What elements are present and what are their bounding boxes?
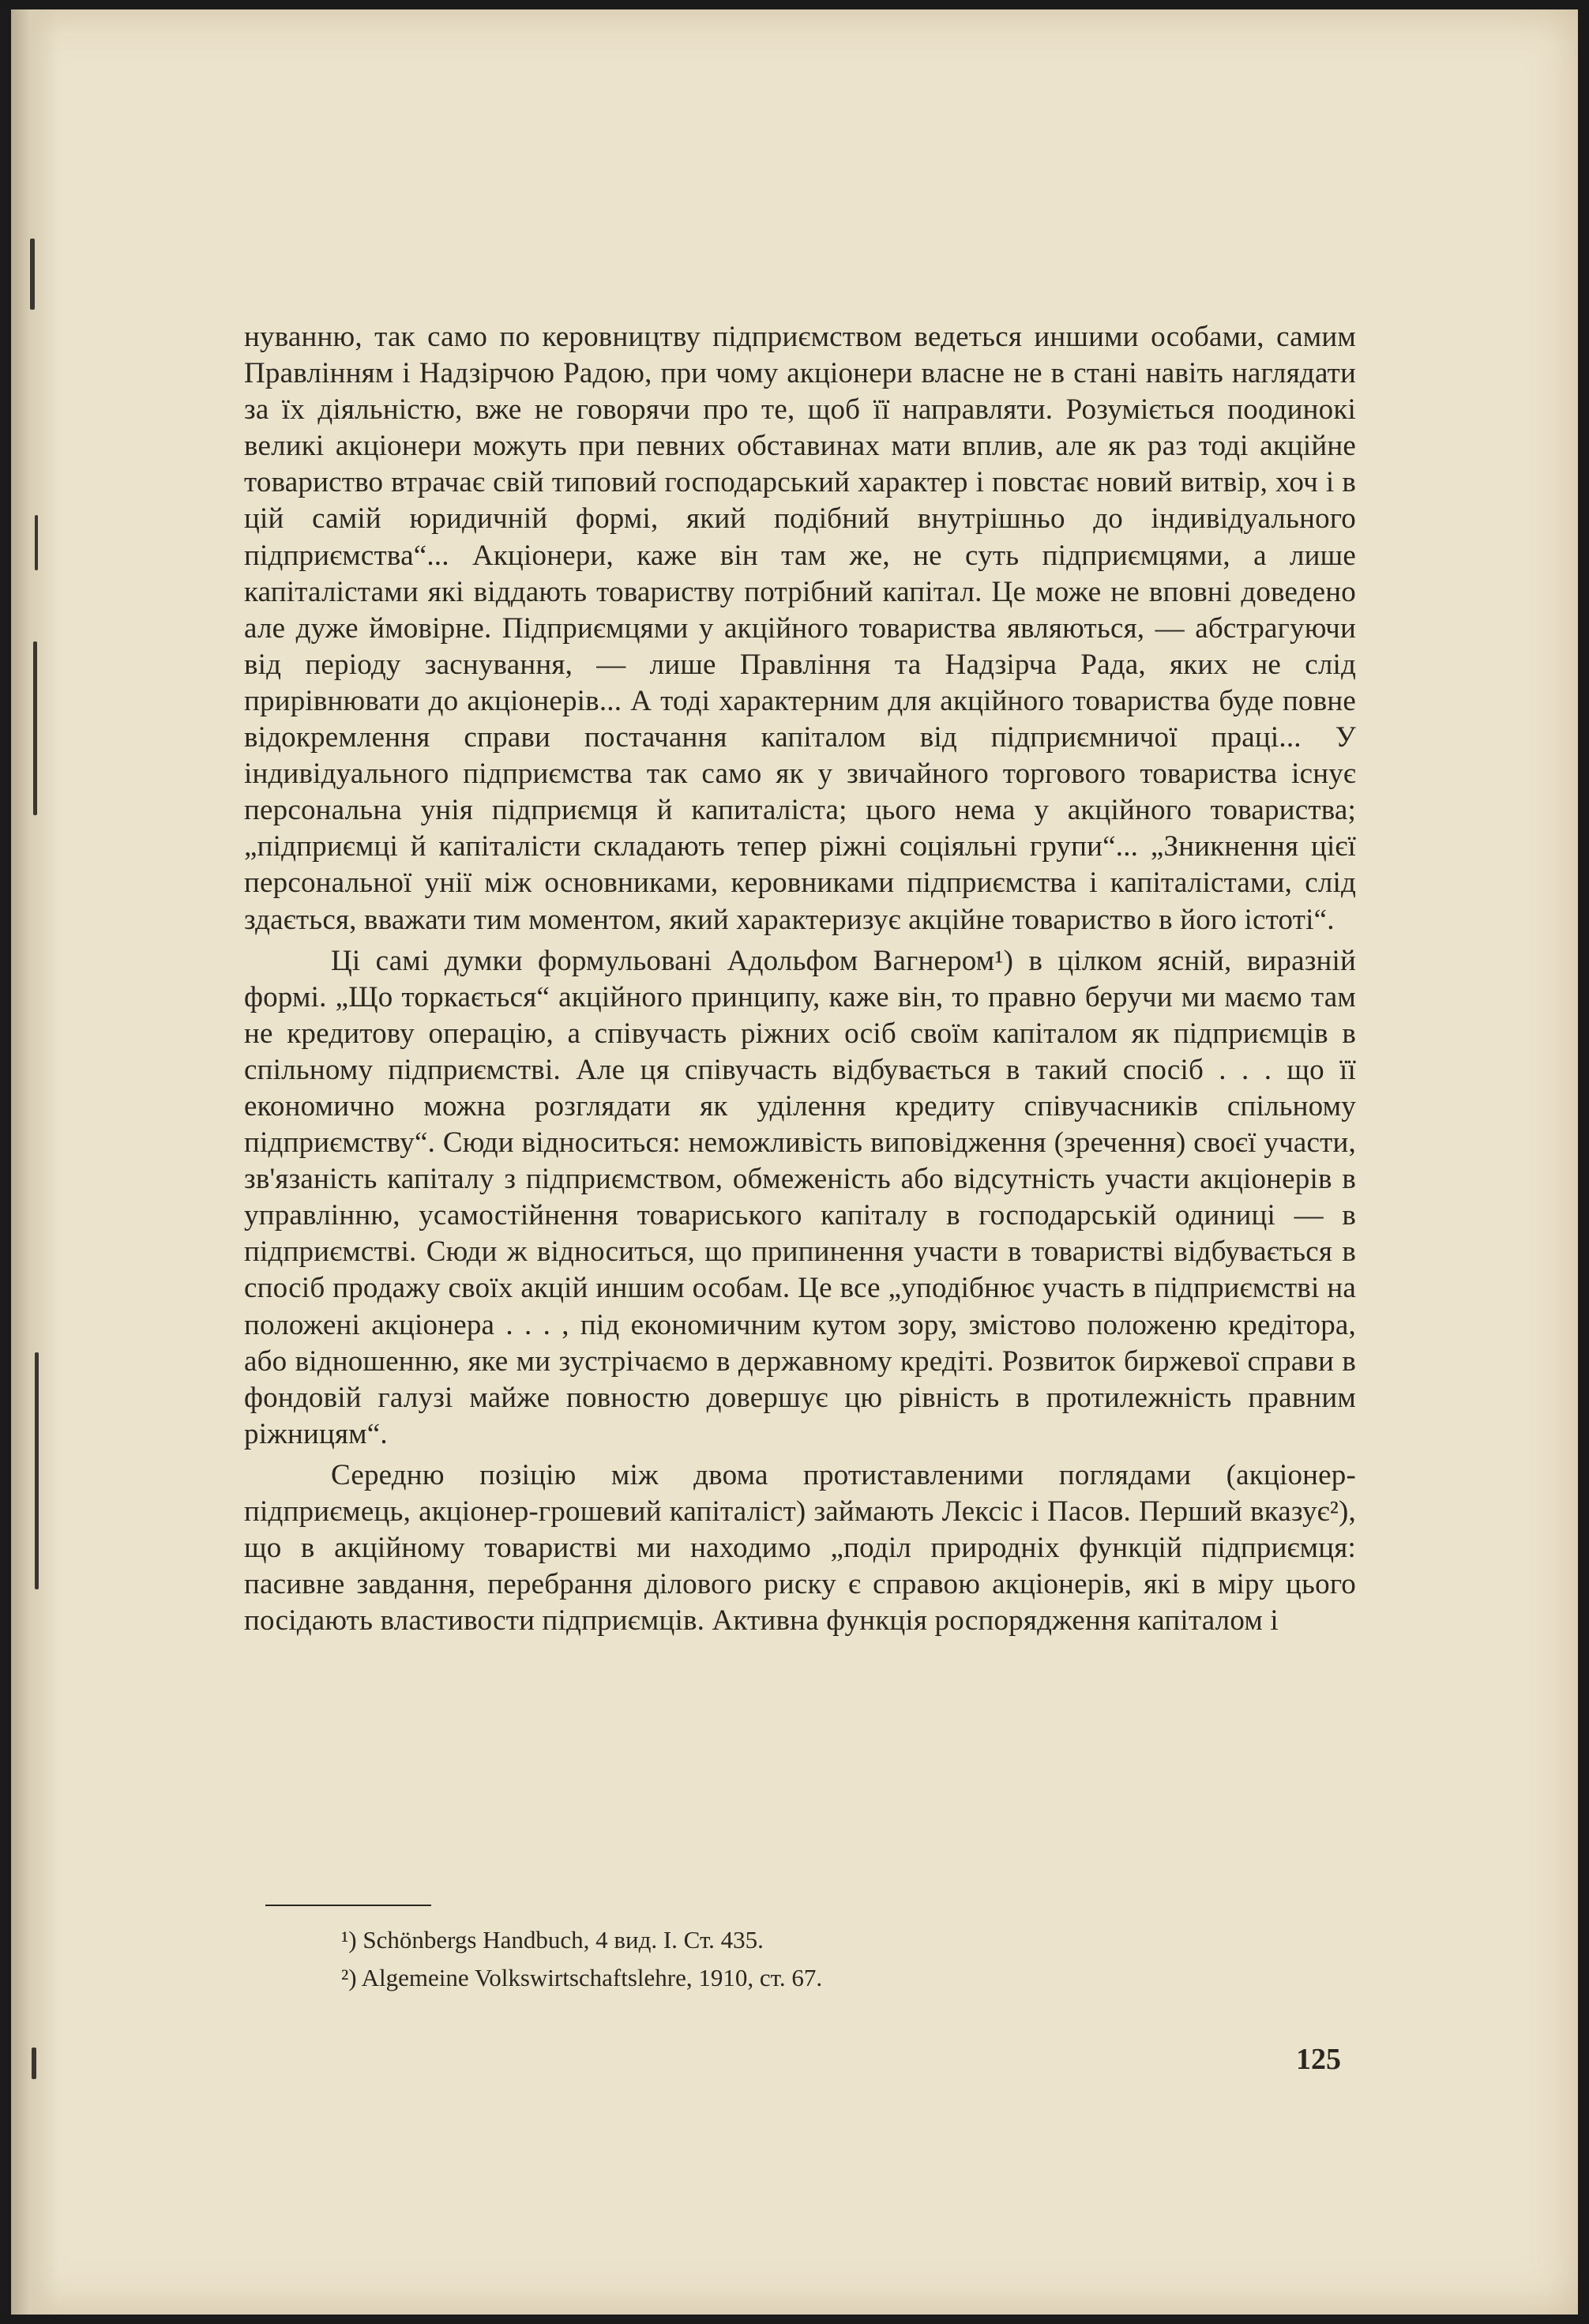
footnote-1: ¹) Schönbergs Handbuch, 4 вид. I. Ст. 435. bbox=[341, 1926, 764, 1954]
footnote-2: ²) Algemeine Volkswirtschaftslehre, 1910, ст. 67. bbox=[341, 1964, 823, 1991]
binding-mark bbox=[35, 1352, 39, 1589]
page-number: 125 bbox=[1296, 2043, 1341, 2076]
footnotes bbox=[341, 1921, 1289, 1997]
main-text bbox=[244, 319, 1356, 1639]
footnote-divider bbox=[265, 1905, 431, 1906]
binding-edge bbox=[11, 9, 58, 2315]
binding-mark bbox=[32, 2048, 36, 2079]
binding-mark bbox=[30, 239, 35, 310]
book-page bbox=[11, 9, 1578, 2315]
binding-mark bbox=[35, 515, 38, 570]
binding-mark bbox=[33, 641, 37, 815]
paragraph-1: нуванню, так само по керовництву підприємством ведеться иншими особами, самим Правлінням і Надзірчою Радою, при чому акціонери власне не в стані навіть наглядати за їх діяльністю, вже не говорячи про те, щоб її направляти. Розуміється поодинокі великі акціонери можуть при певних обставинах мати вплив, але як раз тоді акційне товариство втрачає свій типовий господарський характер і повстає новий витвір, хоч і в цій самій юридичній формі, який подібний внутрішньо до індивідуального підприємства“... Акціонери, каже він там же, не суть підприємцями, а лише капіталістами які віддають товариству потрібний капітал. Це може не вповні доведено але дуже ймовірне. Підприємцями у акційного товариства являються, — абстрагуючи від періоду заснування, — лише Правління та Надзірча Рада, яких не слід прирівнювати до акціонерів... А тоді характерним для акційного товариства буде повне відокремлення справи постачання капіталом від підприємничої праці... У індивідуального підприємства так само як у звичайного торгового товариства існує персональна унія підприємця й капиталіста; цього нема у акційного товариства; „підприємці й капіталісти складають тепер ріжні соціяльні групи“... „Зникнення цієї персональної унії між основниками, керовниками підприємства і капіталістами, слід здається, вважати тим моментом, який характеризує акційне товариство в його істоті“. bbox=[244, 321, 1356, 936]
paragraph-2: Ці самі думки формульовані Адольфом Вагнером¹) в цілком ясній, виразній формі. „Що торкається“ акційного принципу, каже він, то правно беручи ми маємо там не кредитову операцію, а співучасть ріжних осіб своїм капіталом як підприємців в спільному підприємстві. Але ця співучасть відбувається в такий спосіб . . . що її економично можна розглядати як уділення кредиту співучасників спільному підприємству“. Сюди відноситься: неможливість виповідження (зречення) своєї участи, зв'язаність капіталу з підприємством, обмеженість або відсутність участи акціонерів в управлінню, усамостійнення товариського капіталу в господарській одиниці — в підприємстві. Сюди ж відноситься, що припинення участи в товаристві відбувається в спосіб продажу своїх акцій иншим особам. Це все „уподібнює участь в підприємстві на положені акціонера . . . , під економичним кутом зору, змістово положеню кредітора, або відношенню, яке ми зустрічаємо в державному кредіті. Розвиток биржевої справи в фондовій галузі майже повностю довершує цю рівність в протилежність правним ріжницям“. bbox=[244, 944, 1356, 1450]
paragraph-3: Середню позіцію між двома протиставленими поглядами (акціонер-підприємець, акціонер-грошевий капіталіст) займають Лексіс і Пасов. Перший вказує²), що в акційному товаристві ми находимо „поділ природніх функцій підприємця: пасивне завдання, перебрання ділового риску є справою акціонерів, які в міру цього посідають властивости підприємців. Активна функція роспорядження капіталом і bbox=[244, 1458, 1356, 1638]
